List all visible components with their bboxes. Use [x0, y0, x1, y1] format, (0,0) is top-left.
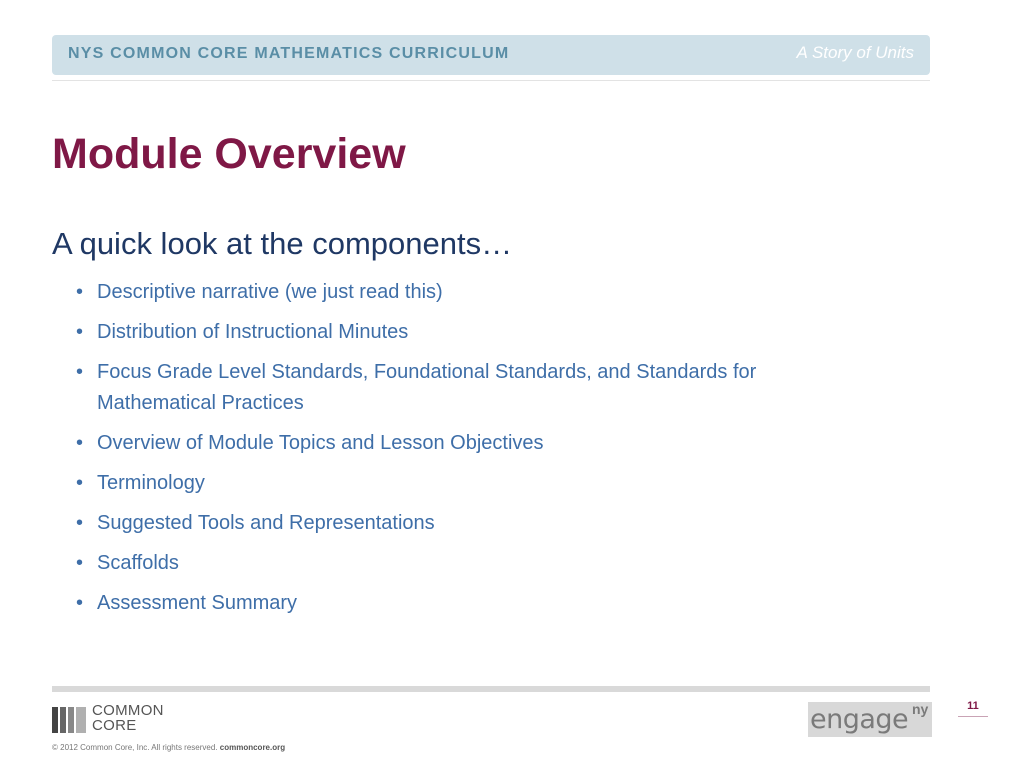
bullet-icon: • [76, 552, 84, 574]
copyright-notice [52, 743, 285, 752]
common-core-logo-icon [52, 705, 86, 733]
bullet-item [74, 428, 874, 459]
bullet-item [74, 357, 874, 419]
bullet-item [74, 468, 874, 499]
bullet-icon: • [76, 281, 84, 303]
bullet-text: Descriptive narrative (we just read this) [97, 281, 443, 303]
logo-line-2: CORE [92, 717, 137, 734]
bullet-text: Focus Grade Level Standards, Foundational Standards, and Standards for Mathematical Practices [97, 361, 757, 414]
bullet-text: Assessment Summary [97, 592, 298, 614]
bullet-text: Scaffolds [97, 552, 179, 574]
bullet-item [74, 588, 874, 619]
bullet-text: Terminology [97, 472, 205, 494]
curriculum-label: NYS COMMON CORE MATHEMATICS CURRICULUM [68, 45, 510, 62]
copyright-text: © 2012 Common Core, Inc. All rights reserved. [52, 743, 218, 752]
bullet-text: Overview of Module Topics and Lesson Objectives [97, 432, 544, 454]
bullet-icon: • [76, 472, 84, 494]
slide-title: Module Overview [52, 130, 406, 178]
page-number: 11 [958, 700, 988, 717]
bullet-icon: • [76, 432, 84, 454]
header-divider [52, 80, 930, 81]
bullet-item [74, 317, 874, 348]
engageny-logo [808, 702, 932, 737]
bullet-icon: • [76, 361, 84, 383]
engage-word: engage [810, 704, 909, 735]
footer-divider [52, 686, 930, 692]
series-label: A Story of Units [796, 43, 914, 62]
bullet-text: Distribution of Instructional Minutes [97, 321, 409, 343]
bullet-item [74, 277, 874, 308]
logo-line-1: COMMON [92, 702, 164, 719]
slide-subtitle: A quick look at the components… [52, 226, 513, 261]
engage-ny-superscript: ny [912, 701, 929, 717]
bullet-icon: • [76, 321, 84, 343]
bullet-icon: • [76, 592, 84, 614]
bullet-item [74, 548, 874, 579]
bullet-list [74, 277, 874, 628]
common-core-logo-text [92, 703, 164, 733]
header-bar [52, 35, 930, 75]
bullet-text: Suggested Tools and Representations [97, 512, 435, 534]
site-link[interactable]: commoncore.org [219, 743, 286, 752]
bullet-item [74, 508, 874, 539]
bullet-icon: • [76, 512, 84, 534]
